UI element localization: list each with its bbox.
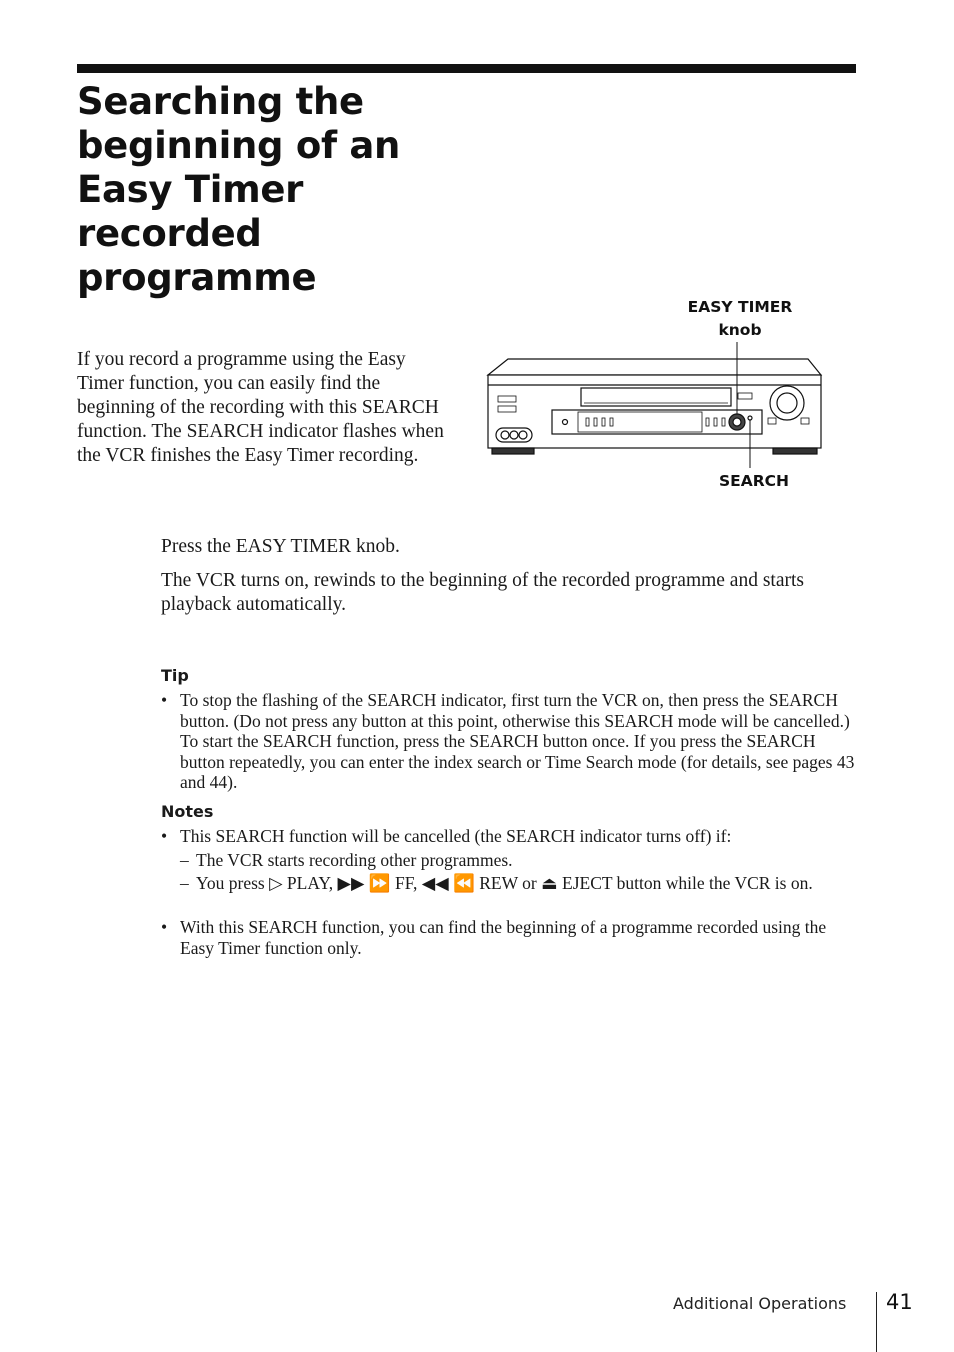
notes-sub-2-text: You press ▷ PLAY, ▶▶ ⏩ FF, ◀◀ ⏪ REW or ⏏ EJECT button while the VCR is on. [196,873,813,893]
tip-text: To stop the flashing of the SEARCH indicator, first turn the VCR on, then press the SEARCH button. (Do not press any button at this point, otherwise this SEARCH mode will be cancelled.) To start the SEARCH function, press the SEARCH button once. If you press the SEARCH button repeatedly, you can enter the index search or Time Search mode (for details, see pages 43 and 44). [180,690,855,792]
title-rule [77,64,856,73]
tip-bullet [161,690,856,793]
notes-sub-2 [180,873,856,894]
bullet-dot: • [161,826,168,846]
footer-section-label: Additional Operations [673,1294,847,1313]
callout-search: SEARCH [718,472,790,490]
footer-divider [876,1292,877,1352]
notes-sub-1 [180,850,856,871]
sub-dash: – [180,850,189,870]
notes-bullet-1 [161,826,856,847]
notes-heading: Notes [161,802,214,821]
notes-bullet-2-text: With this SEARCH function, you can find the beginning of a programme recorded using the Easy Timer function only. [180,917,827,958]
vcr-diagram [478,290,838,500]
callout-easy-timer-line2: knob [718,321,762,339]
vcr-illustration [488,342,821,468]
intro-paragraph: If you record a programme using the Easy Timer function, you can easily find the beginning of the recording with this SEARCH function. The SEARCH indicator flashes when the VCR finishes the Easy Timer recording. [77,349,444,466]
notes-sub-1-text: The VCR starts recording other programmes. [196,850,513,870]
bullet-dot: • [161,690,168,710]
tip-heading: Tip [161,666,189,685]
notes-bullet-1-text: This SEARCH function will be cancelled (the SEARCH indicator turns off) if: [180,826,732,846]
page-title: Searching the beginning of an Easy Timer recorded programme [77,80,401,299]
sub-dash: – [180,873,189,893]
callout-easy-timer-line1: EASY TIMER [687,298,793,316]
step-result: The VCR turns on, rewinds to the beginning of the recorded programme and starts playback automatically. [161,570,804,615]
notes-bullet-2 [161,917,856,958]
page-number: 41 [886,1290,913,1314]
step-instruction: Press the EASY TIMER knob. [161,536,400,557]
bullet-dot: • [161,917,168,937]
